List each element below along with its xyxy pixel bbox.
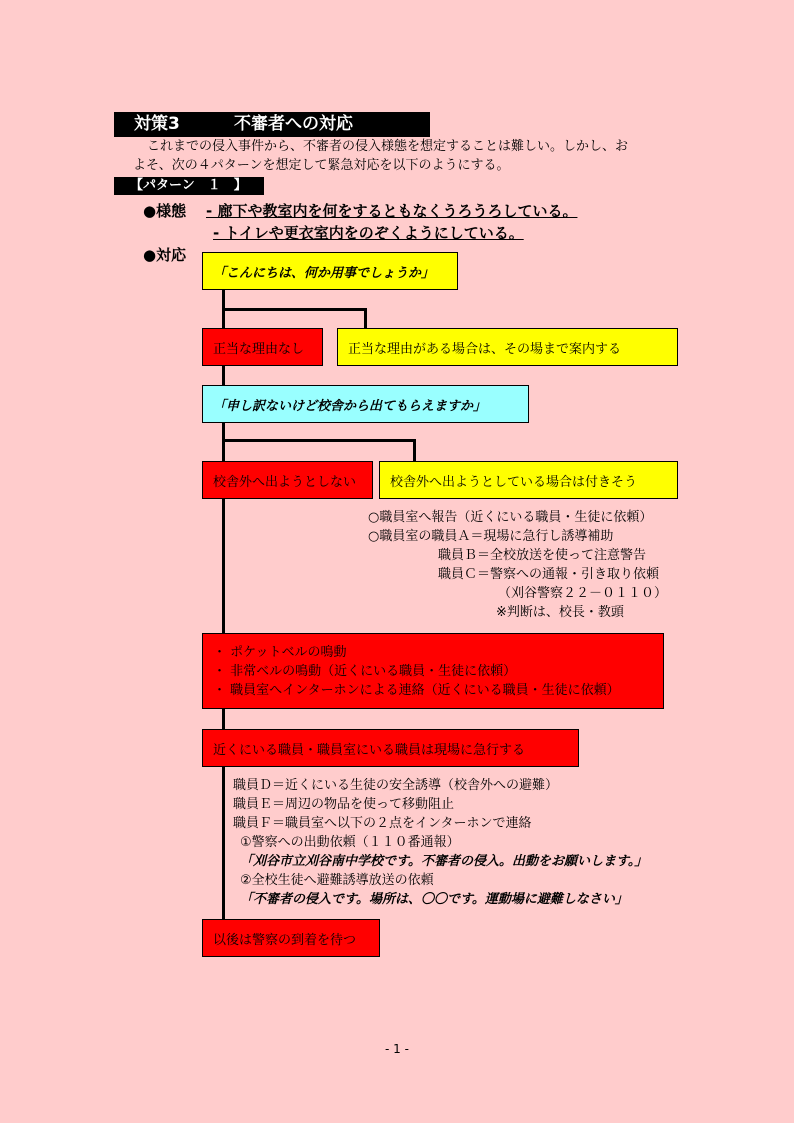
staff-line-4: ①警察への出動依頼（１１０番通報） (240, 835, 460, 850)
connector (222, 439, 416, 442)
report-line-1: ○職員室へ報告（近くにいる職員・生徒に依頼） (368, 510, 653, 525)
connector (222, 499, 225, 633)
rush-box: 近くにいる職員・職員室にいる職員は現場に急行する (202, 729, 579, 767)
intro-line-2: よそ、次の４パターンを想定して緊急対応を以下のようにする。 (133, 158, 510, 173)
pattern-label: 【パターン １ 】 (114, 177, 264, 195)
connector (222, 366, 225, 386)
page-number: - 1 - (385, 1042, 409, 1056)
staff-line-7: 「不審者の侵入です。場所は、〇〇です。運動場に避難しなさい」 (240, 892, 628, 907)
intro-line-1: これまでの侵入事件から、不審者の侵入様態を想定することは難しい。しかし、お (147, 139, 629, 154)
not-leaving-box: 校舎外へ出ようとしない (202, 461, 373, 499)
title-label: 対策3 (134, 114, 180, 134)
connector (222, 709, 225, 729)
behavior-item-1: - 廊下や教室内を何をするともなくうろうろしている。 (206, 202, 578, 220)
connector (413, 439, 416, 461)
alarm-item: ・ 職員室へインターホンによる連絡（近くにいる職員・生徒に依頼） (213, 682, 620, 698)
leaving-box: 校舎外へ出ようとしている場合は付きそう (379, 461, 678, 499)
intro-paragraph (133, 137, 693, 175)
response-label: ●対応 (143, 246, 187, 264)
report-line-5: （刈谷警察２２－０１１０） (498, 586, 668, 601)
title-text: 不審者への対応 (234, 114, 353, 134)
report-line-2: ○職員室の職員Ａ＝現場に急行し誘導補助 (368, 529, 614, 544)
alarm-item: ・ ポケットベルの鳴動 (213, 644, 347, 660)
staff-line-3: 職員Ｆ＝職員室へ以下の２点をインターホンで連絡 (233, 816, 532, 831)
staff-line-1: 職員Ｄ＝近くにいる生徒の安全誘導（校舎外への避難） (233, 778, 559, 793)
alarm-item: ・ 非常ベルの鳴動（近くにいる職員・生徒に依頼） (213, 663, 517, 679)
staff-line-5: 「刈谷市立刈谷南中学校です。不審者の侵入。出動をお願いします。」 (240, 854, 648, 869)
connector (222, 423, 225, 461)
section-title (114, 112, 430, 137)
has-reason-box: 正当な理由がある場合は、その場まで案内する (337, 328, 678, 366)
staff-line-6: ②全校生徒へ避難誘導放送の依頼 (240, 873, 434, 888)
greeting-box: 「こんにちは、何か用事でしょうか」 (202, 252, 458, 290)
ask-leave-box: 「申し訳ないけど校舎から出てもらえますか」 (202, 385, 529, 423)
connector (364, 308, 367, 328)
connector (222, 767, 225, 919)
report-line-6: ※判断は、校長・教頭 (496, 605, 624, 620)
connector (222, 308, 367, 311)
wait-box: 以後は警察の到着を待つ (202, 919, 380, 957)
report-line-4: 職員Ｃ＝警察への通報・引き取り依頼 (438, 567, 660, 582)
report-line-3: 職員Ｂ＝全校放送を使って注意警告 (438, 548, 647, 563)
staff-line-2: 職員Ｅ＝周辺の物品を使って移動阻止 (233, 797, 455, 812)
no-reason-box: 正当な理由なし (202, 328, 323, 366)
behavior-label: ●様態 (143, 202, 187, 220)
alarms-box (202, 633, 664, 709)
behavior-item-2: - トイレや更衣室内をのぞくようにしている。 (213, 224, 524, 242)
